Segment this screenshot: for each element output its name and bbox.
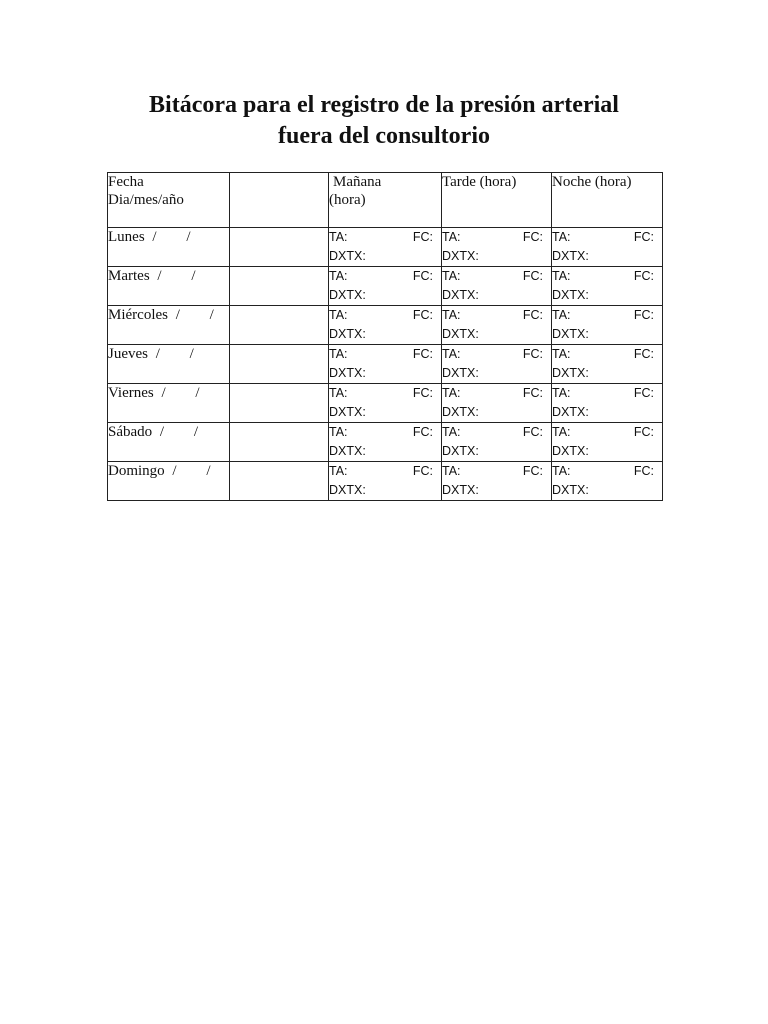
table-row <box>108 228 663 267</box>
dxtx-label: DXTX: <box>442 483 479 497</box>
manana-measure-cell[interactable] <box>329 384 442 423</box>
dxtx-label: DXTX: <box>442 366 479 380</box>
dxtx-label: DXTX: <box>329 405 366 419</box>
fc-label: FC: <box>412 386 433 400</box>
fc-label: FC: <box>522 347 543 361</box>
dxtx-label: DXTX: <box>552 405 589 419</box>
ta-label: TA: <box>442 464 461 478</box>
ta-label: TA: <box>552 464 571 478</box>
date-slash-2: / <box>186 229 191 245</box>
date-slash-1: / <box>152 229 157 245</box>
date-slash-2: / <box>209 307 214 323</box>
blank-cell[interactable] <box>230 462 329 501</box>
header-fecha-line-1: Fecha <box>108 174 144 190</box>
dxtx-label: DXTX: <box>329 366 366 380</box>
blank-cell[interactable] <box>230 306 329 345</box>
fc-label: FC: <box>633 347 654 361</box>
dxtx-label: DXTX: <box>442 405 479 419</box>
day-name: Jueves <box>108 346 148 362</box>
table-row <box>108 423 663 462</box>
log-body <box>108 228 663 501</box>
dxtx-label: DXTX: <box>552 366 589 380</box>
tarde-measure-cell[interactable] <box>442 345 552 384</box>
fc-label: FC: <box>412 230 433 244</box>
ta-label: TA: <box>329 386 348 400</box>
date-slash-1: / <box>172 463 177 479</box>
dxtx-label: DXTX: <box>552 249 589 263</box>
ta-label: TA: <box>552 425 571 439</box>
ta-label: TA: <box>329 230 348 244</box>
dxtx-label: DXTX: <box>442 327 479 341</box>
header-manana-line-1: Mañana <box>333 174 382 190</box>
ta-label: TA: <box>442 347 461 361</box>
day-cell <box>108 306 230 345</box>
table-row <box>108 267 663 306</box>
ta-label: TA: <box>442 269 461 283</box>
day-cell <box>108 423 230 462</box>
fc-label: FC: <box>522 464 543 478</box>
date-slash-2: / <box>191 268 196 284</box>
fc-label: FC: <box>633 308 654 322</box>
ta-label: TA: <box>552 269 571 283</box>
day-cell <box>108 384 230 423</box>
noche-measure-cell[interactable] <box>552 345 663 384</box>
dxtx-label: DXTX: <box>329 249 366 263</box>
fc-label: FC: <box>412 464 433 478</box>
header-manana <box>329 173 442 228</box>
header-fecha-line-2: Dia/mes/año <box>108 192 184 208</box>
day-cell <box>108 228 230 267</box>
noche-measure-cell[interactable] <box>552 384 663 423</box>
fc-label: FC: <box>633 464 654 478</box>
blank-cell[interactable] <box>230 345 329 384</box>
ta-label: TA: <box>329 425 348 439</box>
document-title <box>0 90 768 152</box>
header-manana-line-2: (hora) <box>329 192 366 208</box>
ta-label: TA: <box>329 308 348 322</box>
ta-label: TA: <box>442 230 461 244</box>
header-blank <box>230 173 329 228</box>
dxtx-label: DXTX: <box>552 483 589 497</box>
dxtx-label: DXTX: <box>552 327 589 341</box>
ta-label: TA: <box>329 269 348 283</box>
date-slash-1: / <box>175 307 180 323</box>
title-line-2: fuera del consultorio <box>278 123 490 149</box>
tarde-measure-cell[interactable] <box>442 267 552 306</box>
table-row <box>108 345 663 384</box>
header-row <box>108 173 663 228</box>
fc-label: FC: <box>633 269 654 283</box>
ta-label: TA: <box>442 386 461 400</box>
dxtx-label: DXTX: <box>552 288 589 302</box>
noche-measure-cell[interactable] <box>552 462 663 501</box>
fc-label: FC: <box>633 425 654 439</box>
header-noche-label: Noche (hora) <box>552 174 632 190</box>
blank-cell[interactable] <box>230 267 329 306</box>
day-name: Viernes <box>108 385 154 401</box>
day-cell <box>108 462 230 501</box>
fc-label: FC: <box>633 386 654 400</box>
title-line-1: Bitácora para el registro de la presión arterial <box>149 92 619 118</box>
header-noche <box>552 173 663 228</box>
manana-measure-cell[interactable] <box>329 345 442 384</box>
manana-measure-cell[interactable] <box>329 306 442 345</box>
fc-label: FC: <box>412 308 433 322</box>
manana-measure-cell[interactable] <box>329 267 442 306</box>
fc-label: FC: <box>412 269 433 283</box>
day-name: Domingo <box>108 463 165 479</box>
date-slash-1: / <box>155 346 160 362</box>
dxtx-label: DXTX: <box>442 288 479 302</box>
dxtx-label: DXTX: <box>442 249 479 263</box>
date-slash-1: / <box>161 385 166 401</box>
blood-pressure-log-table <box>107 172 663 501</box>
date-slash-2: / <box>189 346 194 362</box>
ta-label: TA: <box>552 230 571 244</box>
ta-label: TA: <box>552 347 571 361</box>
tarde-measure-cell[interactable] <box>442 228 552 267</box>
ta-label: TA: <box>552 308 571 322</box>
blank-cell[interactable] <box>230 384 329 423</box>
dxtx-label: DXTX: <box>442 444 479 458</box>
noche-measure-cell[interactable] <box>552 306 663 345</box>
ta-label: TA: <box>552 386 571 400</box>
tarde-measure-cell[interactable] <box>442 306 552 345</box>
manana-measure-cell[interactable] <box>329 462 442 501</box>
day-name: Martes <box>108 268 150 284</box>
dxtx-label: DXTX: <box>329 288 366 302</box>
fc-label: FC: <box>522 269 543 283</box>
day-name: Sábado <box>108 424 153 440</box>
tarde-measure-cell[interactable] <box>442 462 552 501</box>
fc-label: FC: <box>412 425 433 439</box>
dxtx-label: DXTX: <box>329 444 366 458</box>
day-cell <box>108 345 230 384</box>
day-name: Lunes <box>108 229 145 245</box>
dxtx-label: DXTX: <box>329 483 366 497</box>
date-slash-2: / <box>195 385 200 401</box>
dxtx-label: DXTX: <box>552 444 589 458</box>
date-slash-1: / <box>157 268 162 284</box>
day-name: Miércoles <box>108 307 168 323</box>
fc-label: FC: <box>522 425 543 439</box>
fc-label: FC: <box>522 386 543 400</box>
ta-label: TA: <box>442 425 461 439</box>
noche-measure-cell[interactable] <box>552 228 663 267</box>
table-row <box>108 462 663 501</box>
fc-label: FC: <box>522 230 543 244</box>
ta-label: TA: <box>442 308 461 322</box>
blank-cell[interactable] <box>230 423 329 462</box>
dxtx-label: DXTX: <box>329 327 366 341</box>
day-cell <box>108 267 230 306</box>
noche-measure-cell[interactable] <box>552 423 663 462</box>
table-row <box>108 384 663 423</box>
date-slash-2: / <box>193 424 199 440</box>
ta-label: TA: <box>329 464 348 478</box>
fc-label: FC: <box>412 347 433 361</box>
fc-label: FC: <box>522 308 543 322</box>
date-slash-1: / <box>159 424 165 440</box>
header-tarde-label: Tarde (hora) <box>442 174 517 190</box>
blank-cell[interactable] <box>230 228 329 267</box>
manana-measure-cell[interactable] <box>329 228 442 267</box>
noche-measure-cell[interactable] <box>552 267 663 306</box>
date-slash-2: / <box>206 463 211 479</box>
header-tarde <box>442 173 552 228</box>
manana-measure-cell[interactable] <box>329 423 442 462</box>
tarde-measure-cell[interactable] <box>442 423 552 462</box>
fc-label: FC: <box>633 230 654 244</box>
header-fecha <box>108 173 230 228</box>
table-row <box>108 306 663 345</box>
ta-label: TA: <box>329 347 348 361</box>
tarde-measure-cell[interactable] <box>442 384 552 423</box>
